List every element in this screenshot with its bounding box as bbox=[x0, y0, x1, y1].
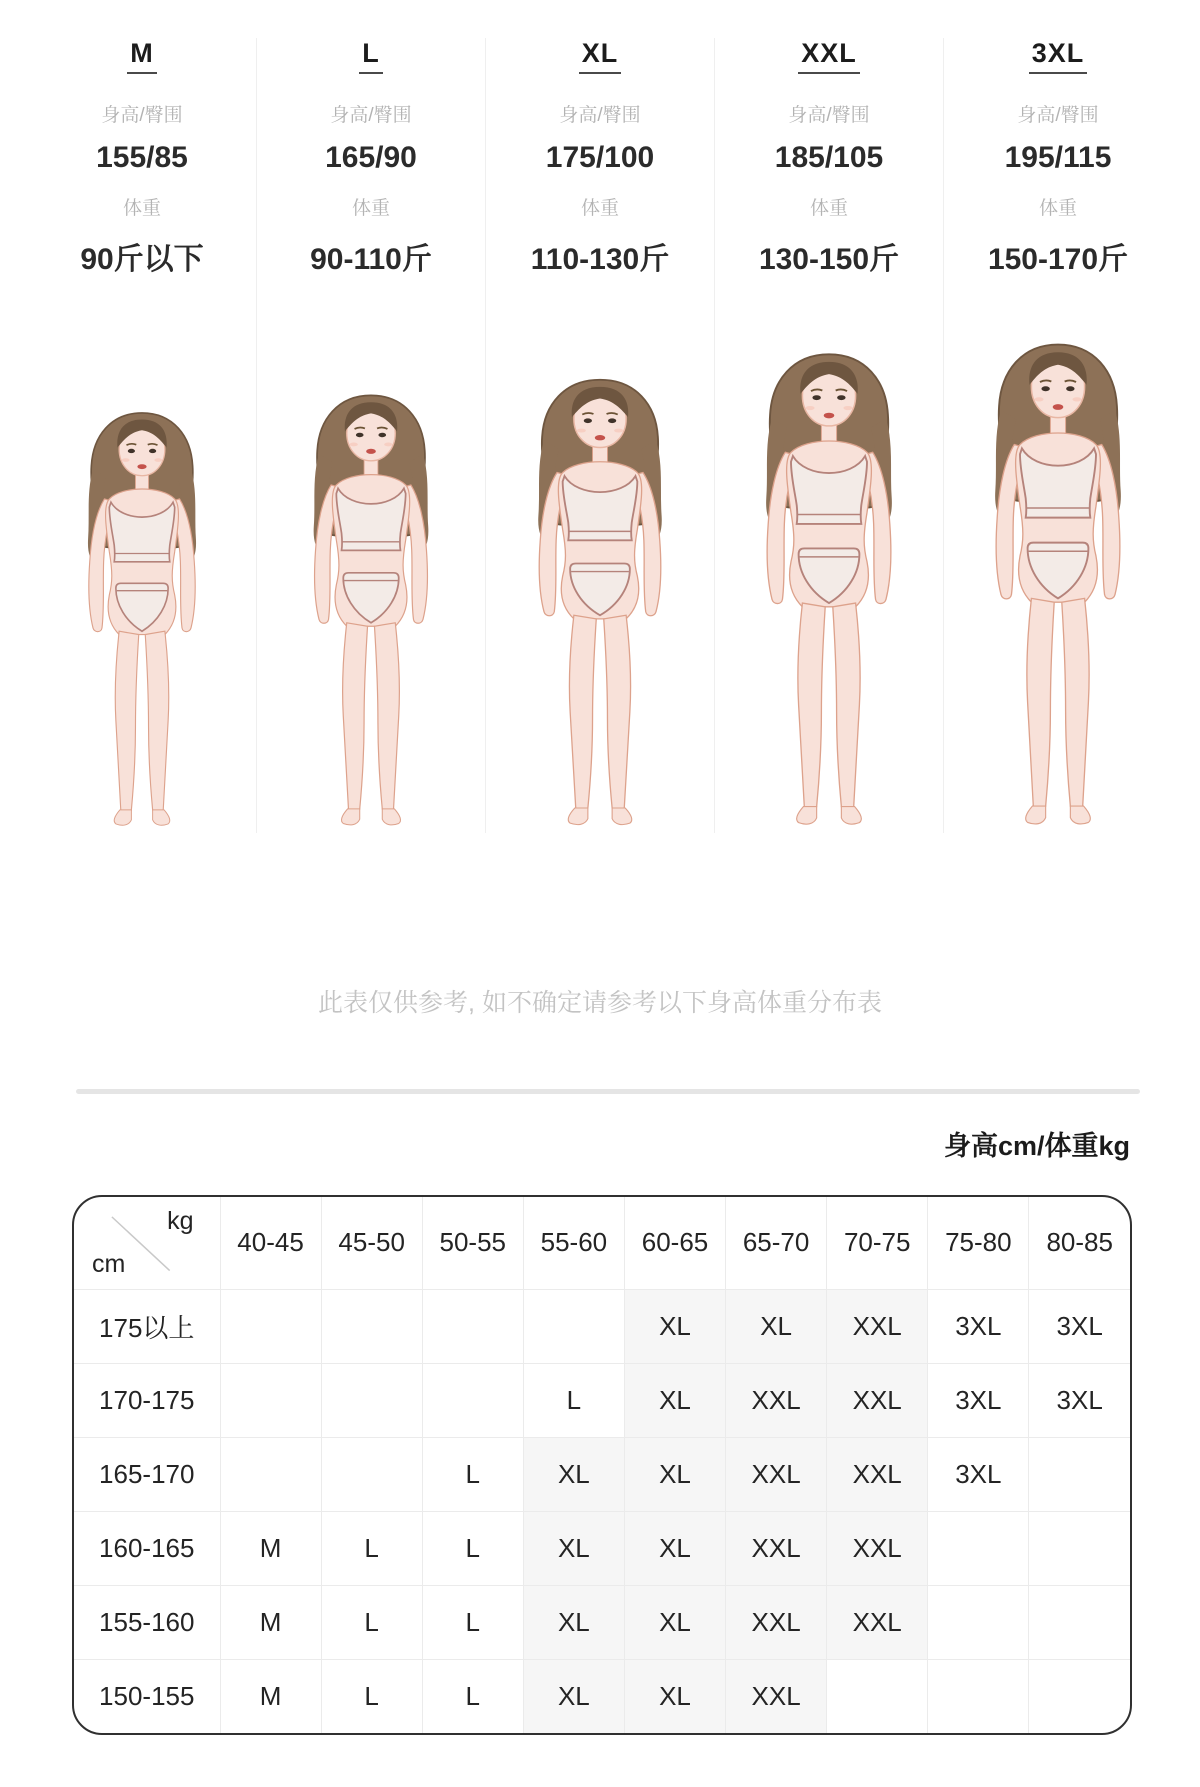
table-row bbox=[74, 1585, 1130, 1659]
weight-range-header: 70-75 bbox=[827, 1197, 928, 1289]
height-hip-label: 身高/臀围 bbox=[330, 105, 412, 126]
size-cell bbox=[1029, 1437, 1130, 1511]
height-hip-label: 身高/臀围 bbox=[1017, 105, 1099, 126]
size-cell: L bbox=[422, 1659, 523, 1733]
weight-label: 体重 bbox=[1038, 198, 1077, 219]
size-cell: XL bbox=[624, 1363, 725, 1437]
height-hip-value: 175/100 bbox=[545, 141, 655, 174]
weight-range-header: 45-50 bbox=[321, 1197, 422, 1289]
size-cell: L bbox=[422, 1511, 523, 1585]
height-hip-value: 155/85 bbox=[96, 141, 188, 174]
weight-label: 体重 bbox=[351, 198, 390, 219]
size-cell bbox=[321, 1289, 422, 1363]
size-cell: XL bbox=[624, 1289, 725, 1363]
weight-label: 体重 bbox=[122, 198, 161, 219]
size-column bbox=[715, 38, 944, 833]
size-distribution-table bbox=[72, 1195, 1132, 1735]
height-hip-label: 身高/臀围 bbox=[559, 105, 641, 126]
size-cell: L bbox=[321, 1659, 422, 1733]
size-column bbox=[257, 38, 486, 833]
size-cell: XL bbox=[523, 1437, 624, 1511]
height-range-label: 150-155 bbox=[74, 1659, 220, 1733]
size-label: L bbox=[359, 38, 383, 74]
weight-value: 90斤以下 bbox=[80, 243, 204, 276]
size-cell: XL bbox=[523, 1585, 624, 1659]
size-cell: XL bbox=[523, 1659, 624, 1733]
size-cell: XL bbox=[726, 1289, 827, 1363]
woman-figure-illustration bbox=[44, 403, 240, 833]
size-reference-section bbox=[0, 0, 1200, 833]
size-label: 3XL bbox=[1029, 38, 1088, 74]
woman-figure-illustration bbox=[944, 333, 1172, 833]
height-range-label: 175以上 bbox=[74, 1289, 220, 1363]
size-cell: 3XL bbox=[928, 1289, 1029, 1363]
size-cell bbox=[220, 1289, 321, 1363]
size-cell: M bbox=[220, 1585, 321, 1659]
size-cell: XXL bbox=[827, 1363, 928, 1437]
reference-note: 此表仅供参考, 如不确定请参考以下身高体重分布表 bbox=[318, 989, 882, 1017]
figure-area bbox=[28, 288, 256, 833]
size-cell: L bbox=[523, 1363, 624, 1437]
woman-figure-illustration bbox=[267, 385, 475, 833]
size-label: M bbox=[127, 38, 157, 74]
size-cell: XXL bbox=[726, 1659, 827, 1733]
size-cell bbox=[1029, 1659, 1130, 1733]
size-cell: XL bbox=[523, 1511, 624, 1585]
height-range-label: 165-170 bbox=[74, 1437, 220, 1511]
weight-value: 90-110斤 bbox=[310, 243, 432, 276]
height-hip-value: 185/105 bbox=[774, 141, 884, 174]
size-cell: XXL bbox=[726, 1437, 827, 1511]
height-range-label: 155-160 bbox=[74, 1585, 220, 1659]
woman-figure-illustration bbox=[715, 343, 943, 833]
size-cell: XL bbox=[624, 1659, 725, 1733]
section-divider bbox=[76, 1089, 1140, 1094]
size-cell: 3XL bbox=[1029, 1363, 1130, 1437]
size-cell bbox=[1029, 1511, 1130, 1585]
table-body bbox=[74, 1289, 1130, 1733]
table-row bbox=[74, 1289, 1130, 1363]
figure-area bbox=[257, 288, 485, 833]
size-column bbox=[486, 38, 715, 833]
size-cell: 3XL bbox=[928, 1363, 1029, 1437]
size-cell bbox=[321, 1437, 422, 1511]
size-cell: XXL bbox=[827, 1511, 928, 1585]
table-row bbox=[74, 1659, 1130, 1733]
size-cell bbox=[928, 1511, 1029, 1585]
height-hip-value: 195/115 bbox=[1004, 141, 1112, 174]
size-cell: XXL bbox=[726, 1511, 827, 1585]
table-row bbox=[74, 1437, 1130, 1511]
size-cell bbox=[1029, 1585, 1130, 1659]
table-row bbox=[74, 1511, 1130, 1585]
size-cell: XXL bbox=[726, 1363, 827, 1437]
size-cell: XL bbox=[624, 1511, 725, 1585]
distribution-table bbox=[74, 1197, 1130, 1733]
size-cell: L bbox=[321, 1511, 422, 1585]
size-cell: L bbox=[422, 1585, 523, 1659]
height-range-label: 170-175 bbox=[74, 1363, 220, 1437]
table-unit-label: 身高cm/体重kg bbox=[943, 1131, 1130, 1161]
size-cell: XL bbox=[624, 1437, 725, 1511]
weight-value: 130-150斤 bbox=[758, 243, 900, 276]
size-cell bbox=[523, 1289, 624, 1363]
weight-range-header: 80-85 bbox=[1029, 1197, 1130, 1289]
size-cell: XXL bbox=[827, 1585, 928, 1659]
height-hip-value: 165/90 bbox=[325, 141, 417, 174]
size-cell: XXL bbox=[827, 1437, 928, 1511]
kg-unit-label: kg bbox=[167, 1207, 194, 1235]
corner-cell bbox=[74, 1197, 220, 1289]
height-hip-label: 身高/臀围 bbox=[788, 105, 870, 126]
size-cell: M bbox=[220, 1659, 321, 1733]
size-cell: 3XL bbox=[1029, 1289, 1130, 1363]
weight-label: 体重 bbox=[809, 198, 848, 219]
table-header-row bbox=[74, 1197, 1130, 1289]
size-column bbox=[28, 38, 257, 833]
size-label: XXL bbox=[798, 38, 860, 74]
size-cell: M bbox=[220, 1511, 321, 1585]
size-cell: XXL bbox=[827, 1289, 928, 1363]
figure-area bbox=[944, 288, 1172, 833]
figure-area bbox=[486, 288, 714, 833]
size-cell bbox=[928, 1585, 1029, 1659]
size-cell bbox=[928, 1659, 1029, 1733]
weight-value: 110-130斤 bbox=[530, 243, 670, 276]
weight-label: 体重 bbox=[580, 198, 619, 219]
size-cell: XL bbox=[624, 1585, 725, 1659]
height-hip-label: 身高/臀围 bbox=[101, 105, 183, 126]
size-cell: L bbox=[422, 1437, 523, 1511]
weight-value: 150-170斤 bbox=[987, 243, 1129, 276]
weight-range-header: 50-55 bbox=[422, 1197, 523, 1289]
size-cell: 3XL bbox=[928, 1437, 1029, 1511]
size-column bbox=[944, 38, 1172, 833]
size-cell bbox=[220, 1437, 321, 1511]
size-cell: XXL bbox=[726, 1585, 827, 1659]
weight-range-header: 65-70 bbox=[726, 1197, 827, 1289]
size-cell bbox=[321, 1363, 422, 1437]
height-range-label: 160-165 bbox=[74, 1511, 220, 1585]
weight-range-header: 40-45 bbox=[220, 1197, 321, 1289]
size-cell bbox=[422, 1363, 523, 1437]
size-cell: L bbox=[321, 1585, 422, 1659]
weight-range-header: 55-60 bbox=[523, 1197, 624, 1289]
size-label: XL bbox=[579, 38, 622, 74]
size-cell bbox=[827, 1659, 928, 1733]
cm-unit-label: cm bbox=[92, 1249, 126, 1278]
weight-range-header: 60-65 bbox=[624, 1197, 725, 1289]
weight-range-header: 75-80 bbox=[928, 1197, 1029, 1289]
figure-area bbox=[715, 288, 943, 833]
size-cell bbox=[220, 1363, 321, 1437]
size-cell bbox=[422, 1289, 523, 1363]
woman-figure-illustration bbox=[488, 369, 712, 833]
table-row bbox=[74, 1363, 1130, 1437]
